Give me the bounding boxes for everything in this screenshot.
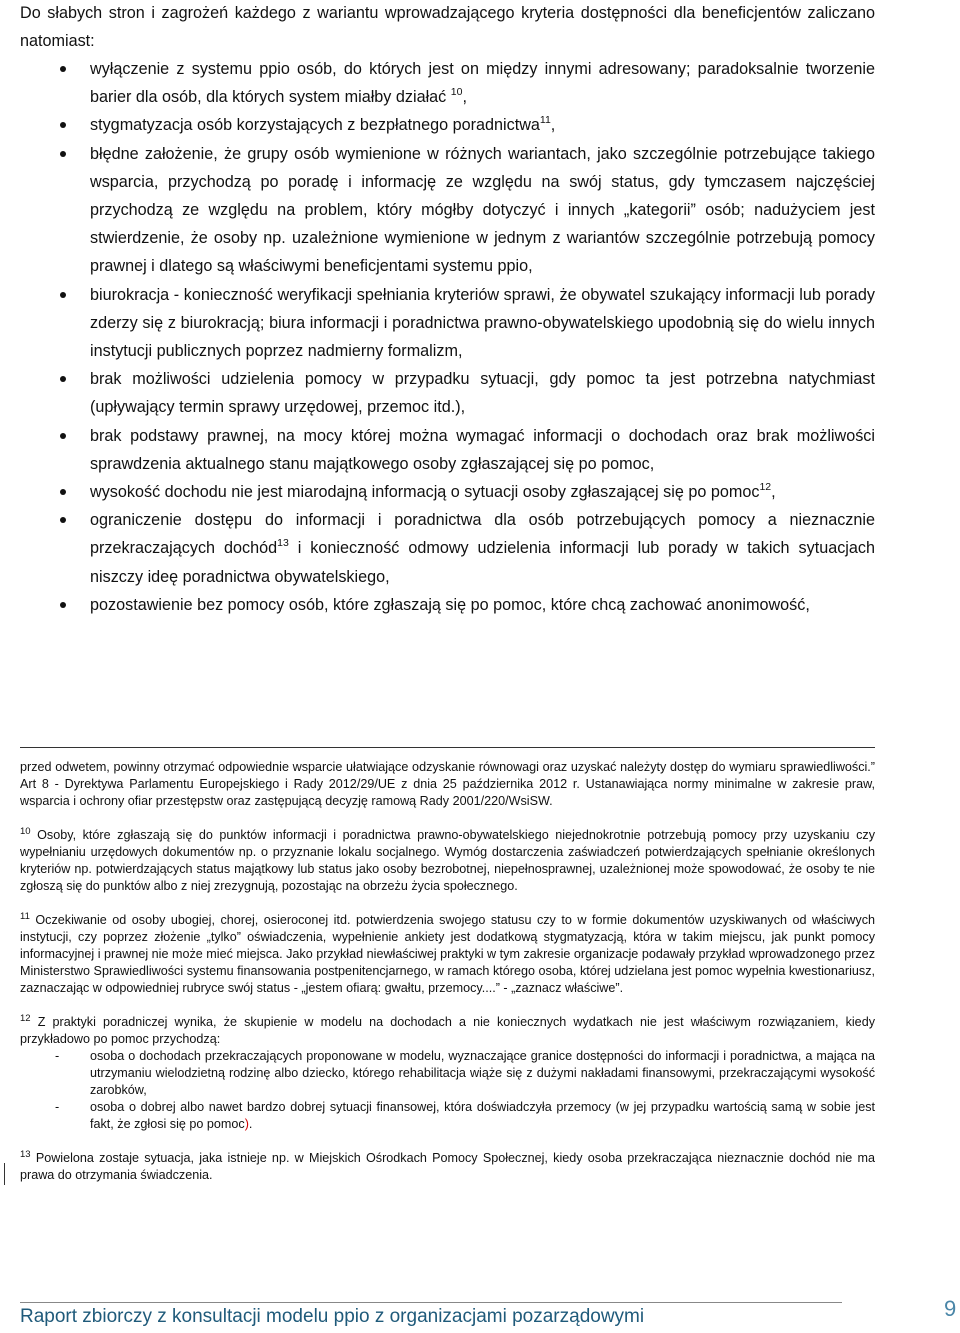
footnote-10: $^{10}$ Osoby, które zgłaszają się do punktów informacji i poradnictwa prawno-obywatelskiego niejednokrotnie potrzebują pomocy przy uzyskaniu czy wypełnianiu urzędowych dokumentów np. o przyznanie lokalu socjalnego. Wymóg dostarczenia zaświadczeń potwierdzających spełnianie określonych kryteriów np. potwierdzających status majątkowy lub status jako osoby bezrobotnej, niepełnosprawnej, uzależnionej może spowodować, że osoby te nie zgłoszą się do punktów albo z niej zrezygnują, pozostając na obrzeżu życia społecznego. bbox=[20, 825, 875, 893]
list-item: błędne założenie, że grupy osób wymienione w różnych wariantach, jako szczególnie potrzebujące takiego wsparcia, przychodzą po poradę i informację ze względu na swój status, gdy tymczasem najczęściej przychodzą ze względu na problem, który mógłby dotyczyć i innych „kategorii” osób; nadużyciem jest stwierdzenie, że osoby np. uzależnione wymienione w jednym z wariantów szczególnie potrzebują pomocy prawnej i dlatego są właściwymi beneficjentami systemu ppio, bbox=[20, 140, 875, 281]
footnote-number: 11 bbox=[20, 910, 30, 922]
bullet-icon bbox=[60, 517, 66, 523]
list-item: brak podstawy prawnej, na mocy której można wymagać informacji o dochodach oraz brak możliwości sprawdzenia aktualnego stanu majątkowego osoby zgłaszającej się po pomoc, bbox=[20, 422, 875, 478]
list-item: biurokracja - konieczność weryfikacji spełniania kryteriów sprawi, że obywatel szukający informacji lub porady zderzy się z biurokracją; biura informacji i poradnictwa prawno-obywatelskiego upodobnią się do wielu innych instytucji publicznych poprzez nadmierny formalizm, bbox=[20, 281, 875, 366]
footnote-ref: 11 bbox=[539, 114, 551, 127]
footnote-12-list bbox=[20, 1048, 875, 1133]
footer-title: Raport zbiorczy z konsultacji modelu ppio z organizacjami pozarządowymi bbox=[20, 1306, 645, 1327]
list-item: - osoba o dochodach przekraczających proponowane w modelu, wyznaczające granice dostępności do informacji i poradnictwa, a mająca na utrzymaniu wielodzietną rodzinę albo dziecko, którego rehabilitacja wiąże się z dużymi nakładami finansowymi, przekraczającymi wysokość zarobków, bbox=[55, 1049, 875, 1097]
footnote-number: 13 bbox=[20, 1148, 31, 1160]
footnote-number: 12 bbox=[20, 1012, 31, 1024]
footnote-continuation: przed odwetem, powinny otrzymać odpowiednie wsparcie ułatwiające odzyskanie równowagi oraz uzyskać należyty dostęp do wymiaru sprawiedliwości.” Art 8 - Dyrektywa Parlamentu Europejskiego i Rady 2012/29/UE z dnia 25 października 2012 r. Ustanawiająca normy minimalne w zakresie praw, wsparcia i ochrony ofiar przestępstw oraz zastępującą decyzję ramową Rady 2001/220/WsiSW. bbox=[20, 760, 875, 808]
bullet-icon bbox=[60, 489, 66, 495]
list-item: brak możliwości udzielenia pomocy w przypadku sytuacji, gdy pomoc ta jest potrzebna natychmiast (upływający termin sprawy urzędowej, przemoc itd.), bbox=[20, 365, 875, 421]
footnote-number: 10 bbox=[20, 825, 31, 837]
footnote-ref: 12 bbox=[759, 480, 772, 493]
bullet-icon bbox=[60, 292, 66, 298]
footnote-11: $^{11}$ Oczekiwanie od osoby ubogiej, chorej, osieroconej itd. potwierdzenia swojego statusu czy to w formie dokumentów uzyskiwanych od właściwych instytucji, czy poprzez złożenie „tylko” oświadczenia, wypełnienie ankiety jest dodatkową stygmatyzacją, która w takim miejscu, jak punkt pomocy informacyjnej i prawnej nie może mieć miejsca. Jako przykład niewłaściwej praktyki w tym zakresie organizacje podawały przykład wprowadzonego przez Ministerstwo Sprawiedliwości systemu finansowania postpenitencjarnego, w ramach którego osoba, której udzielana jest pomoc wypełnia kwestionariusz, zaznaczając w odpowiedniej rubryce swój status - „jestem ofiarą: gwałtu, przemocy....” - „zaznacz właściwe”. bbox=[20, 910, 875, 995]
list-item: stygmatyzacja osób korzystających z bezpłatnego poradnictwa$^{11}$, bbox=[20, 111, 875, 139]
footnote-ref: 13 bbox=[277, 537, 289, 550]
bullet-icon bbox=[60, 66, 66, 72]
main-text bbox=[20, 0, 875, 619]
list-item: ograniczenie dostępu do informacji i poradnictwa dla osób potrzebujących pomocy a nieznacznie przekraczających dochód$^{13}$ i konieczność odmowy udzielenia informacji lub porady w takich sytuacjach niszczy ideę poradnictwa obywatelskiego, bbox=[20, 506, 875, 591]
list-item: wysokość dochodu nie jest miarodajną informacją o sytuacji osoby zgłaszającej się po pomoc$^{12}$, bbox=[20, 478, 875, 506]
revision-mark: ) bbox=[244, 1117, 249, 1131]
footnote-separator bbox=[20, 747, 875, 748]
weaknesses-list bbox=[20, 55, 875, 619]
footnote-ref: 10 bbox=[450, 85, 463, 98]
bullet-icon bbox=[60, 433, 66, 439]
bullet-icon bbox=[60, 151, 66, 157]
bullet-icon bbox=[60, 602, 66, 608]
intro-paragraph: Do słabych stron i zagrożeń każdego z wariantu wprowadzającego kryteria dostępności dla beneficjentów zaliczano natomiast: bbox=[20, 4, 875, 50]
list-item: - osoba o dobrej albo nawet bardzo dobrej sytuacji finansowej, która doświadczyła przemocy (w jej przypadku wartością samą w sobie jest fakt, że zgłosi się po pomoc). bbox=[55, 1100, 875, 1131]
bullet-icon bbox=[60, 122, 66, 128]
list-item: wyłączenie z systemu ppio osób, do których jest on między innymi adresowany; paradoksalnie tworzenie barier dla osób, dla których system miałby działać $^{10}$, bbox=[20, 55, 875, 111]
footer-rule bbox=[20, 1302, 842, 1303]
bullet-icon bbox=[60, 376, 66, 382]
footnote-12: $^{12}$ Z praktyki poradniczej wynika, że skupienie w modelu na dochodach a nie koniecznych wydatkach nie jest właściwym rozwiązaniem, kiedy przykładowo po pomoc przychodzą: - osoba o dochodach przekraczających proponowane w modelu, wyznaczające granice dostępności do informacji i poradnictwa, a mająca na utrzymaniu wielodzietną rodzinę albo dziecko, którego rehabilitacja wiąże się z dużymi nakładami finansowymi, przekraczającymi wysokość zarobków, - osoba o dobrej albo nawet bardzo dobrej sytuacji finansowej, która doświadczyła przemocy (w jej przypadku wartością samą w sobie jest fakt, że zgłosi się po pomoc). bbox=[20, 1012, 875, 1131]
footnote-13: $^{13}$ Powielona zostaje sytuacja, jaka istnieje np. w Miejskich Ośrodkach Pomocy Społecznej, kiedy osoba przekraczająca nieznacznie dochód nie ma prawa do otrzymania świadczenia. bbox=[20, 1148, 876, 1182]
footnotes bbox=[20, 759, 875, 1201]
list-item: pozostawienie bez pomocy osób, które zgłaszają się po pomoc, które chcą zachować anonimowość, bbox=[20, 591, 875, 619]
change-bar bbox=[4, 1163, 5, 1185]
page-number: 9 bbox=[944, 1296, 957, 1321]
